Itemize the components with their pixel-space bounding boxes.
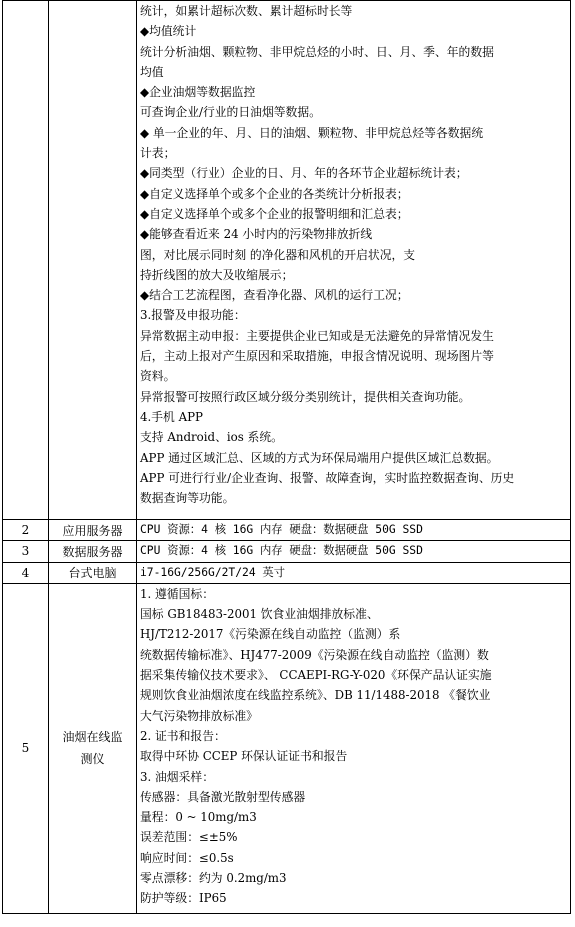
- row2-number: 2: [3, 520, 49, 541]
- row5-description-cell: [137, 583, 571, 913]
- row5-line: 量程：0 ~ 10mg/m3: [140, 810, 257, 825]
- row2-spec: CPU 资源：4 核 16G 内存 硬盘：数据硬盘 50G SSD: [140, 523, 423, 536]
- table-row-3: [3, 541, 571, 562]
- row4-number: 4: [3, 562, 49, 583]
- row2-name: 应用服务器: [49, 520, 137, 541]
- row5-line: 据采集传输仪技术要求》、 CCAEPI-RG-Y-020《环保产品认证实施: [140, 668, 492, 683]
- row1-line: 均值: [140, 64, 164, 79]
- row5-line: 误差范围：≤±5%: [140, 830, 238, 845]
- equipment-spec-table: [2, 0, 571, 914]
- row1-line: ◆ 单一企业的年、月、日的油烟、颗粒物、非甲烷总烃等各数据统: [140, 125, 484, 140]
- row1-line: 图，对比展示同时刻 的净化器和风机的开启状况，支: [140, 247, 416, 262]
- row5-line: 零点漂移：约为 0.2mg/m3: [140, 871, 287, 886]
- table-row-5: [3, 583, 571, 913]
- table-row-4: [3, 562, 571, 583]
- row1-line: 可查询企业/行业的日油烟等数据。: [140, 105, 321, 120]
- row1-line: 统计分析油烟、颗粒物、非甲烷总烃的小时、日、月、季、年的数据: [140, 44, 494, 59]
- row4-name: 台式电脑: [49, 562, 137, 583]
- table-row-1-continued: [3, 1, 571, 520]
- row1-line: APP 通过区域汇总、区域的方式为环保局端用户提供区域汇总数据。: [140, 450, 499, 465]
- row3-name: 数据服务器: [49, 541, 137, 562]
- row5-line: 取得中环协 CCEP 环保认证证书和报告: [140, 749, 348, 764]
- row1-line: 3.报警及申报功能：: [140, 308, 246, 323]
- row3-number: 3: [3, 541, 49, 562]
- table-row-2: [3, 520, 571, 541]
- row5-line: HJ/T212-2017《污染源在线自动监控（监测）系: [140, 627, 401, 642]
- row1-line: 数据查询等功能。: [140, 491, 235, 506]
- row1-line: 异常报警可按照行政区域分级分类别统计，提供相关查询功能。: [140, 389, 471, 404]
- row3-spec: CPU 资源：4 核 16G 内存 硬盘：数据硬盘 50G SSD: [140, 544, 423, 558]
- row5-line: 传感器：具备激光散射型传感器: [140, 789, 306, 804]
- row1-line: 异常数据主动申报：主要提供企业已知或是无法避免的异常情况发生: [140, 328, 494, 343]
- row1-line: 4.手机 APP: [140, 409, 203, 424]
- row5-line: 3. 油烟采样：: [140, 769, 214, 784]
- row5-name-cell: [49, 583, 137, 913]
- row1-line: ◆均值统计: [140, 24, 197, 39]
- row1-line: 资料。: [140, 369, 176, 384]
- row5-line: 2. 证书和报告：: [140, 728, 226, 743]
- row5-line: 国标 GB18483-2001 饮食业油烟排放标准、: [140, 607, 379, 622]
- row3-spec-cell: [137, 541, 571, 562]
- row5-line: 规则饮食业油烟浓度在线监控系统》、DB 11/1488-2018 《餐饮业: [140, 688, 491, 703]
- row5-line: 响应时间：≤0.5s: [140, 850, 234, 865]
- row1-line: 统计，如累计超标次数、累计超标时长等: [140, 4, 353, 18]
- row1-line: ◆结合工艺流程图，查看净化器、风机的运行工况；: [140, 288, 409, 303]
- row4-spec-cell: [137, 562, 571, 583]
- row1-line: ◆企业油烟等数据监控: [140, 85, 256, 100]
- row4-spec: i7-16G/256G/2T/24 英寸: [140, 565, 286, 579]
- row5-line: 防护等级：IP65: [140, 891, 227, 906]
- row1-description-cell: [137, 1, 571, 520]
- row1-line: APP 可进行行业/企业查询、报警、故障查询，实时监控数据查询、历史: [140, 470, 515, 485]
- row1-line: ◆自定义选择单个或多个企业的报警明细和汇总表；: [140, 206, 409, 221]
- row5-name-line2: 测仪: [80, 752, 105, 767]
- row1-name-cell: [49, 1, 137, 520]
- row1-line: 后，主动上报对产生原因和采取措施，申报含情况说明、现场图片等: [140, 349, 494, 364]
- row5-name-line1: 油烟在线监: [62, 730, 123, 745]
- row1-line: ◆同类型（行业）企业的日、月、年的各环节企业超标统计表；: [140, 166, 468, 181]
- row2-spec-cell: [137, 520, 571, 541]
- row1-line: ◆能够查看近来 24 小时内的污染物排放折线: [140, 227, 373, 242]
- row5-line: 大气污染物排放标准》: [140, 708, 258, 723]
- row1-line: 计表；: [140, 146, 176, 161]
- row5-line: 统数据传输标准》、HJ477-2009《污染源在线自动监控（监测）数: [140, 647, 489, 662]
- row1-line-os-support: 支持 Android、ios 系统。: [140, 430, 283, 445]
- row1-number-cell: [3, 1, 49, 520]
- row1-line: 持折线图的放大及收缩展示；: [140, 267, 294, 282]
- row1-line: ◆自定义选择单个或多个企业的各类统计分析报表；: [140, 186, 409, 201]
- row5-number: 5: [3, 583, 49, 913]
- row5-line: 1. 遵循国标：: [140, 586, 214, 601]
